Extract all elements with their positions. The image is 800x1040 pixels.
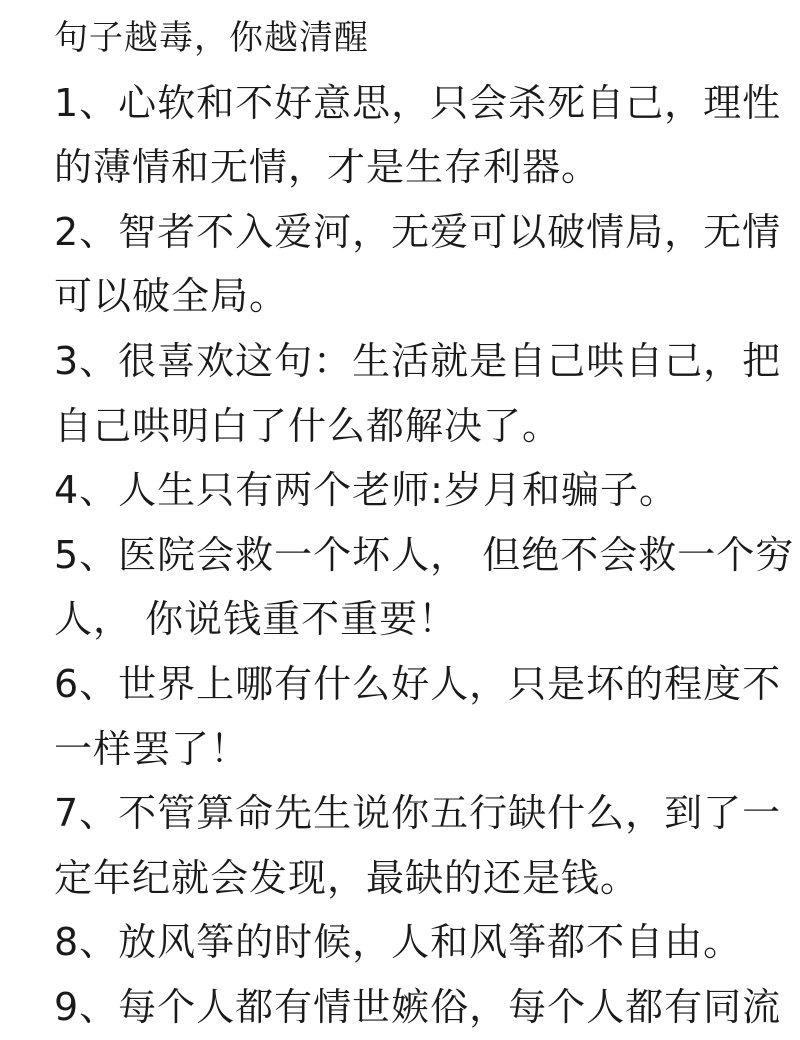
item-1-line-1: 1、心软和不好意思，只会杀死自己，理性 xyxy=(54,80,782,125)
item-7-line-1: 7、不管算命先生说你五行缺什么，到了一 xyxy=(54,791,782,836)
item-7-line-2: 定年纪就会发现，最缺的还是钱。 xyxy=(54,855,640,900)
item-2-line-1: 2、智者不入爱河，无爱可以破情局，无情 xyxy=(54,209,782,254)
list-item xyxy=(54,329,782,458)
item-3-line-2: 自己哄明白了什么都解决了。 xyxy=(54,403,562,448)
list-item xyxy=(54,910,743,975)
item-3-line-1: 3、很喜欢这句：生活就是自己哄自己，把 xyxy=(54,338,782,383)
article-body xyxy=(54,6,795,1040)
item-9-line-1: 9、每个人都有情世嫉俗，每个人都有同流 xyxy=(54,984,782,1029)
item-5-line-2: 人， 你说钱重不重要！ xyxy=(54,597,458,642)
item-6-line-1: 6、世界上哪有什么好人，只是坏的程度不 xyxy=(54,661,782,706)
list-item xyxy=(54,523,795,652)
list-item xyxy=(54,458,734,523)
item-8-line-1: 8、放风筝的时候，人和风筝都不自由。 xyxy=(54,920,743,965)
item-2-line-2: 可以破全局。 xyxy=(54,274,289,319)
article-title: 句子越毒，你越清醒 xyxy=(54,18,369,58)
item-5-line-1: 5、医院会救一个坏人， 但绝不会救一个穷 xyxy=(54,532,795,577)
list-item xyxy=(54,975,782,1040)
list-item xyxy=(54,71,782,200)
item-6-line-2: 一样罢了！ xyxy=(54,726,250,771)
item-1-line-2: 的薄情和无情，才是生存利器。 xyxy=(54,145,601,190)
item-4-line-1: 4、人生只有两个老师:岁月和骗子。 xyxy=(54,468,678,513)
list-item xyxy=(54,781,782,910)
list-item xyxy=(54,652,782,781)
list-item xyxy=(54,200,782,329)
